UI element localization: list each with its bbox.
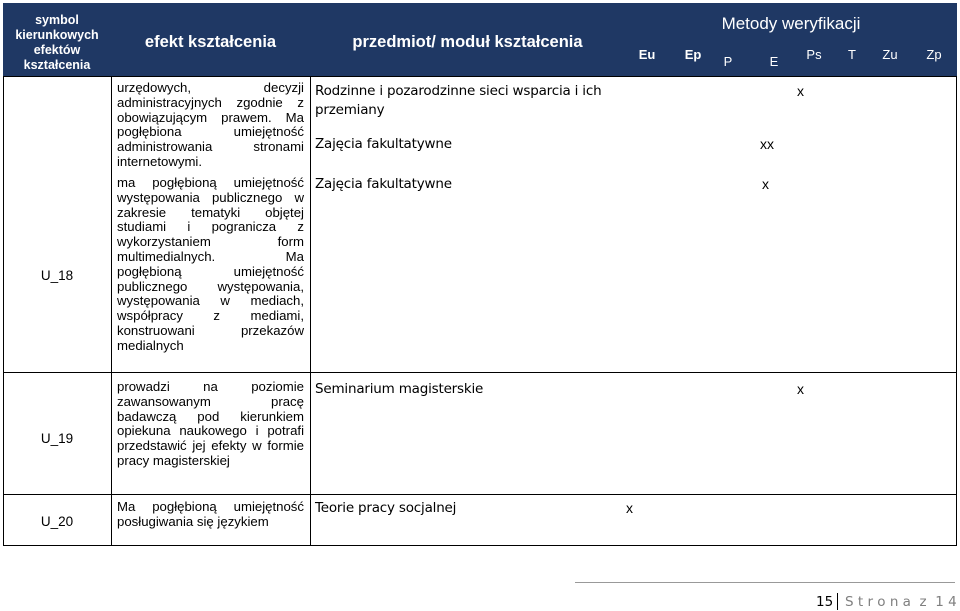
grid-line	[310, 76, 311, 546]
grid-line	[111, 76, 112, 546]
grid-line	[3, 76, 4, 546]
header-subject: przedmiot/ moduł kształcenia	[352, 33, 583, 51]
row-effect-u20: Ma pogłębioną umiejętność posługiwania się językiem	[117, 499, 304, 529]
row-mark-u18-2: xx	[760, 136, 774, 152]
col-e: E	[769, 54, 779, 69]
row-subject-u20: Teorie pracy socjalnej	[315, 500, 457, 516]
row-subject-u18-1: Rodzinne i pozarodzinne sieci wsparcia i ich przemiany	[315, 83, 602, 118]
grid-line	[3, 494, 957, 495]
header-methods: Metody weryfikacji	[721, 14, 861, 33]
page-number: 15	[816, 594, 834, 610]
row-code-u20: U_20	[40, 514, 74, 529]
col-ps: Ps	[806, 47, 822, 62]
col-zp: Zp	[926, 47, 942, 62]
row-code-u19: U_19	[40, 431, 74, 446]
row-mark-u20: x	[626, 500, 633, 516]
grid-line	[3, 545, 957, 546]
row-subject-u18-2: Zajęcia fakultatywne	[315, 136, 452, 152]
col-t: T	[848, 47, 856, 62]
row-subject-u19: Seminarium magisterskie	[315, 381, 484, 397]
footer-rule	[575, 582, 955, 583]
col-ep: Ep	[684, 47, 702, 62]
grid-line	[3, 372, 957, 373]
row-effect-u18-part1: urzędowych, decyzji administracyjnych zgodnie z obowiązującym prawem. Ma pogłębiona umiejętność administrowania stronami internetowymi.	[117, 80, 304, 169]
row-mark-u18-3: x	[762, 176, 769, 192]
row-code-u18: U_18	[40, 268, 74, 283]
page-label: S t r o n a z 1 4	[845, 594, 957, 610]
header-effect: efekt kształcenia	[144, 33, 277, 51]
col-eu: Eu	[638, 47, 656, 62]
grid-line	[956, 76, 957, 546]
footer-separator	[837, 593, 838, 610]
row-mark-u18-1: x	[797, 83, 804, 99]
col-zu: Zu	[882, 47, 898, 62]
row-subject-u18-3: Zajęcia fakultatywne	[315, 176, 452, 192]
grid-line	[3, 76, 957, 77]
row-effect-u18-part2: ma pogłębioną umiejętność występowania publicznego w zakresie tematyki objętej studiami i pogranicza z wykorzystaniem form multimedialnych. Ma pogłębioną umiejętność publicznego występowania, występowania w mediach, współpracy z mediami, konstruowani przekazów medialnych	[117, 175, 304, 353]
row-effect-u19: prowadzi na poziomie zawansowanym pracę badawczą pod kierunkiem opiekuna naukowego i potrafi przedstawić jej efekty w formie pracy magisterskiej	[117, 379, 304, 468]
col-p: P	[723, 54, 733, 69]
row-mark-u19: x	[797, 381, 804, 397]
header-symbol: symbol kierunkowych efektów kształcenia	[15, 13, 99, 72]
